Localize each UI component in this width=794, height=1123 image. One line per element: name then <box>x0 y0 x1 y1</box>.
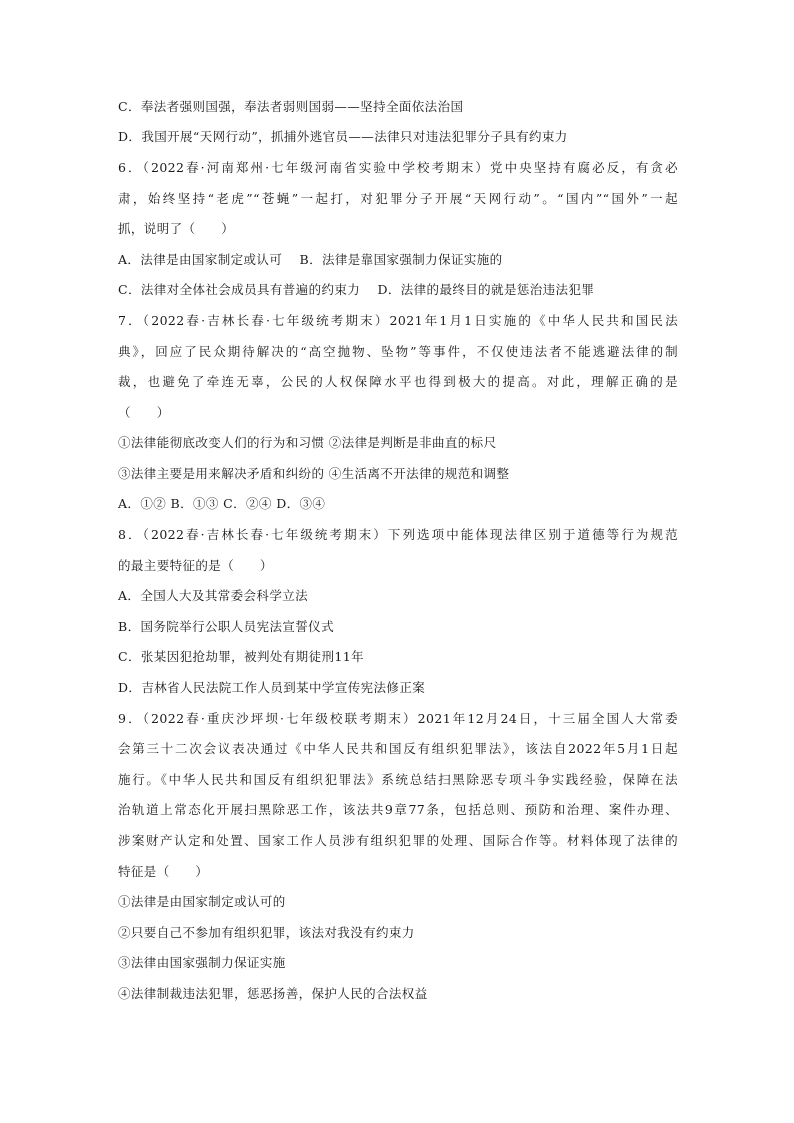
question-9-statement-2: ②只要自己不参加有组织犯罪，该法对我没有约束力 <box>118 925 415 940</box>
question-9-line-3: 施行。《中华人民共和国反有组织犯罪法》系统总结扫黑除恶专项斗争实践经验，保障在法 <box>118 772 678 787</box>
question-9-statement-3: ③法律由国家强制力保证实施 <box>118 955 286 970</box>
question-8-option-c: C．张某因犯抢劫罪，被判处有期徒刑11年 <box>118 649 364 664</box>
question-9-line-6: 特征是（ ） <box>118 864 209 879</box>
question-8-line-2: 的最主要特征的是（ ） <box>118 558 273 573</box>
question-7-line-2: 典》，回应了民众期待解决的“高空抛物、坠物”等事件，不仅使违法者不能逃避法律的制 <box>118 344 678 359</box>
question-7-line-1: 7．（2022春·吉林长春·七年级统考期末）2021年1月1日实施的《中华人民共和国民法 <box>118 313 678 328</box>
question-7-line-3: 裁，也避免了牵连无辜，公民的人权保障水平也得到极大的提高。对此，理解正确的是 <box>118 374 678 389</box>
question-7-statements-34: ③法律主要是用来解决矛盾和纠纷的 ④生活离不开法律的规范和调整 <box>118 466 510 481</box>
question-9-statement-4: ④法律制裁违法犯罪，惩恶扬善，保护人民的合法权益 <box>118 986 428 1001</box>
option-d-q5: D．我国开展“天网行动”，抓捕外逃官员——法律只对违法犯罪分子具有约束力 <box>118 129 568 144</box>
question-9-line-1: 9．（2022春·重庆沙坪坝·七年级校联考期末）2021年12月24日，十三届全国人大常委 <box>118 711 678 726</box>
question-6-line-2: 肃，始终坚持“老虎”“苍蝇”一起打，对犯罪分子开展“天网行动”。“国内”“国外”一起 <box>118 191 678 206</box>
question-7-statements-12: ①法律能彻底改变人们的行为和习惯 ②法律是判断是非曲直的标尺 <box>118 435 497 450</box>
question-9-line-4: 治轨道上常态化开展扫黑除恶工作，该法共9章77条，包括总则、预防和治理、案件办理、 <box>118 802 678 817</box>
question-6-line-3: 抓，说明了（ ） <box>118 221 235 236</box>
question-9-statement-1: ①法律是由国家制定或认可的 <box>118 894 286 909</box>
question-8-option-d: D．吉林省人民法院工作人员到某中学宣传宪法修正案 <box>118 680 426 695</box>
question-6-line-1: 6．（2022春·河南郑州·七年级河南省实验中学校考期末）党中央坚持有腐必反，有贪必 <box>118 160 678 175</box>
option-c-q5: C．奉法者强则国强，奉法者弱则国弱——坚持全面依法治国 <box>118 99 464 114</box>
question-8-option-b: B．国务院举行公职人员宪法宣誓仪式 <box>118 619 334 634</box>
question-6-options-cd: C．法律对全体社会成员具有普遍的约束力 D．法律的最终目的就是惩治违法犯罪 <box>118 282 595 297</box>
question-7-options: A．①② B．①③ C．②④ D．③④ <box>118 496 326 511</box>
question-9-line-5: 涉案财产认定和处置、国家工作人员涉有组织犯罪的处理、国际合作等。材料体现了法律的 <box>118 833 678 848</box>
question-8-line-1: 8．（2022春·吉林长春·七年级统考期末）下列选项中能体现法律区别于道德等行为规范 <box>118 527 678 542</box>
question-8-option-a: A．全国人大及其常委会科学立法 <box>118 588 309 603</box>
question-7-line-4: （ ） <box>118 405 170 420</box>
question-6-options-ab: A．法律是由国家制定或认可 B．法律是靠国家强制力保证实施的 <box>118 252 503 267</box>
question-9-line-2: 会第三十二次会议表决通过《中华人民共和国反有组织犯罪法》，该法自2022年5月1日起 <box>118 741 678 756</box>
